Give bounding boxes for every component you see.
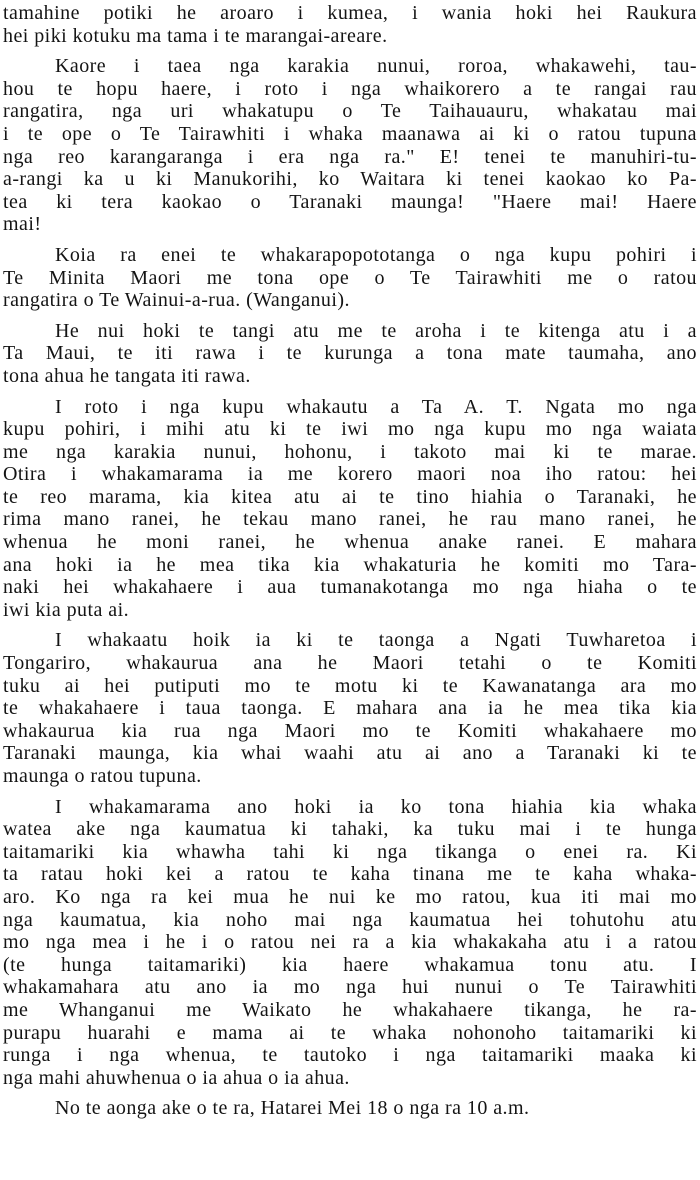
paragraph (3, 320, 697, 388)
text-line: I whakaatu hoik ia ki te taonga a Ngati Tuwharetoa i (55, 629, 697, 652)
paragraph-gap (3, 388, 697, 396)
text-line: a-rangi ka u ki Manukorihi, ko Waitara ki tenei kaokao ko Pa- (3, 168, 697, 191)
text-line: tea ki tera kaokao o Taranaki maunga! "Haere mai! Haere (3, 190, 697, 213)
paragraph (3, 2, 697, 47)
paragraph-gap (3, 236, 697, 244)
text-line: whakaurua kia rua nga Maori mo te Komiti whakahaere mo (3, 719, 697, 742)
text-line: naki hei whakahaere i aua tumanakotanga mo nga hiaha o te (3, 576, 697, 599)
text-line: iwi kia puta ai. (3, 598, 130, 621)
text-line: whakamahara atu ano ia mo nga hui nunui o Te Tairawhiti (3, 976, 697, 999)
paragraph-gap (3, 621, 697, 629)
paragraph (3, 55, 697, 236)
text-line: kupu pohiri, i mihi atu ki te iwi mo nga kupu mo nga waiata (3, 418, 697, 441)
paragraph-gap (3, 312, 697, 320)
text-line: ana hoki ia he mea tika kia whakaturia he komiti mo Tara- (3, 553, 697, 576)
paragraph (3, 1097, 697, 1120)
text-line: tona ahua he tangata iti rawa. (3, 364, 251, 387)
text-line: maunga o ratou tupuna. (3, 765, 202, 787)
paragraph-gap (3, 1089, 697, 1097)
text-line: te reo marama, kia kitea atu ai te tino hiahia o Taranaki, he (3, 485, 697, 508)
paragraph-gap (3, 47, 697, 55)
text-line: nga mahi ahuwhenua o ia ahua o ia ahua. (3, 1066, 350, 1089)
text-line: Taranaki maunga, kia whai waahi atu ai ano a Taranaki ki te (3, 742, 697, 765)
text-line: tuku ai hei putiputi mo te motu ki te Kawanatanga ara mo (3, 674, 697, 697)
text-line: hei piki kotuku ma tama i te marangai-areare. (3, 24, 388, 47)
text-line: No te aonga ake o te ra, Hatarei Mei 18 o nga ra 10 a.m. (55, 1097, 530, 1120)
text-line: mo nga mea i he i o ratou nei ra a kia whakakaha atu i a ratou (3, 931, 697, 954)
text-line: ta ratau hoki kei a ratou te kaha tinana me te kaha whaka- (3, 863, 697, 886)
paragraph (3, 244, 697, 312)
text-line: watea ake nga kaumatua ki tahaki, ka tuku mai i te hunga (3, 818, 697, 841)
text-line: Otira i whakamarama ia me korero maori noa iho ratou: hei (3, 463, 697, 486)
text-line: rangatira o Te Wainui-a-rua. (Wanganui). (3, 289, 350, 312)
text-line: Kaore i taea nga karakia nunui, roroa, whakawehi, tau- (55, 55, 697, 78)
text-line: I whakamarama ano hoki ia ko tona hiahia kia whaka (55, 795, 697, 818)
text-line: whenua he moni ranei, he whenua anake ranei. E mahara (3, 531, 697, 554)
text-line: hou te hopu haere, i roto i nga whaikorero a te rangai rau (3, 77, 697, 100)
text-line: te whakahaere i taua taonga. E mahara ana ia he mea tika kia (3, 697, 697, 720)
text-line: purapu huarahi e mama ai te whaka nohonoho taitamariki ki (3, 1021, 697, 1044)
text-line: I roto i nga kupu whakautu a Ta A. T. Ngata mo nga (55, 395, 697, 418)
paragraph (3, 796, 697, 1090)
text-line: runga i nga whenua, te tautoko i nga taitamariki maaka ki (3, 1044, 697, 1067)
text-line: rima mano ranei, he tekau mano ranei, he rau mano ranei, he (3, 508, 697, 531)
paragraph-gap (3, 788, 697, 796)
paragraph (3, 396, 697, 622)
text-line: He nui hoki te tangi atu me te aroha i te kitenga atu i a (55, 319, 697, 342)
text-line: (te hunga taitamariki) kia haere whakamua tonu atu. I (3, 953, 697, 976)
text-line: nga reo karangaranga i era nga ra." E! tenei te manuhiri-tu- (3, 145, 697, 168)
text-line: nga kaumatua, kia noho mai nga kaumatua hei tohutohu atu (3, 908, 697, 931)
text-line: Tongariro, whakaurua ana he Maori tetahi o te Komiti (3, 652, 697, 675)
text-line: Te Minita Maori me tona ope o Te Tairawhiti me o ratou (3, 266, 697, 289)
text-line: i te ope o Te Tairawhiti i whaka maanawa ai ki o ratou tupuna (3, 122, 697, 145)
text-line: Koia ra enei te whakarapopototanga o nga kupu pohiri i (55, 243, 697, 266)
paragraph (3, 629, 697, 787)
text-line: mai! (3, 213, 42, 236)
text-line: taitamariki kia whawha tahi ki nga tikanga o enei ra. Ki (3, 840, 697, 863)
text-line: rangatira, nga uri whakatupu o Te Taihauauru, whakatau mai (3, 100, 697, 123)
text-line: aro. Ko nga ra kei mua he nui ke mo ratou, kua iti mai mo (3, 885, 697, 908)
text-line: tamahine potiki he aroaro i kumea, i wania hoki hei Raukura (3, 2, 697, 24)
text-line: Ta Maui, te iti rawa i te kurunga a tona mate taumaha, ano (3, 342, 697, 365)
text-line: me nga karakia nunui, hohonu, i takoto mai ki te marae. (3, 440, 697, 463)
text-line: me Whanganui me Waikato he whakahaere tikanga, he ra- (3, 998, 697, 1021)
